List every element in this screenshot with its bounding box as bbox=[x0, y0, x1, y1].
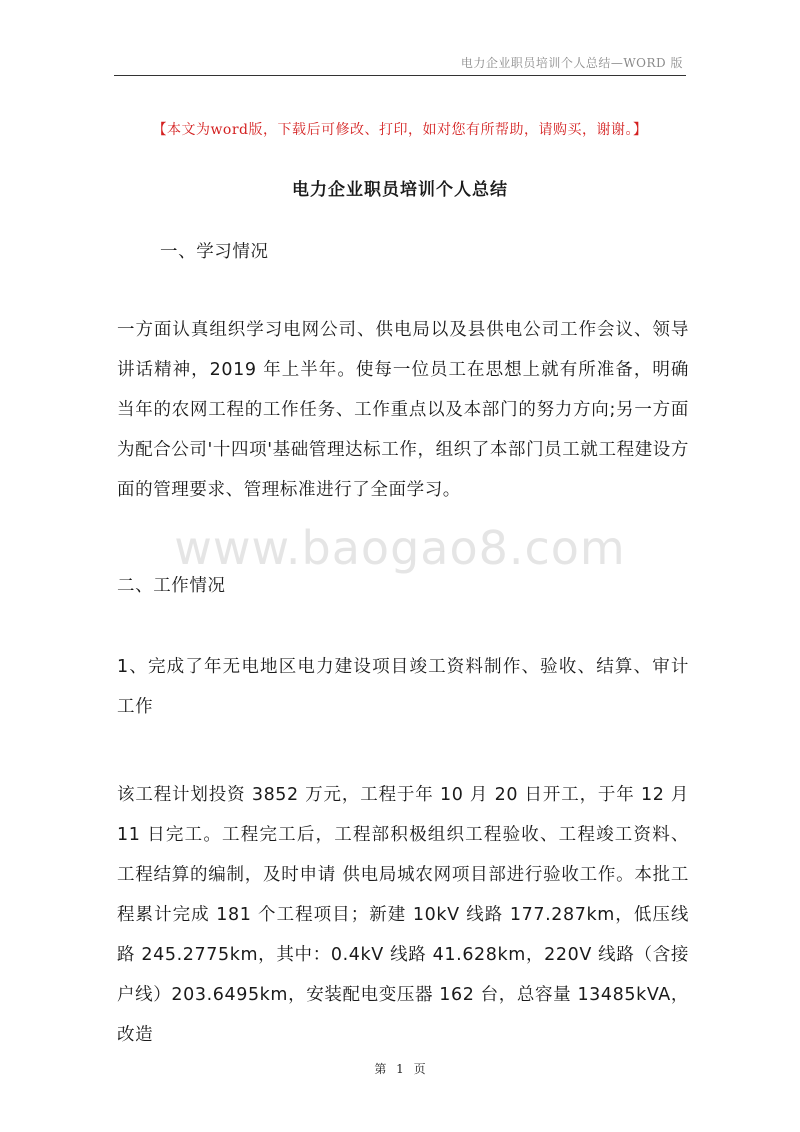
watermark: www.baogao8.com bbox=[174, 521, 626, 575]
work-item-1-heading: 1、完成了年无电地区电力建设项目竣工资料制作、验收、结算、审计工作 bbox=[117, 657, 689, 717]
footer-suffix: 页 bbox=[413, 1062, 426, 1076]
paragraph-project-details: 该工程计划投资 3852 万元，工程于年 10 月 20 日开工，于年 12 月 11 日完工。工程完工后，工程部积极组织工程验收、工程竣工资料、工程结算的编制，及时申请 供电局城农网项目部进行验收工作。本批工程累计完成 181 个工程项目；新建 10kV 线路 177.287km，低压线路 245.2775km，其中：0.4kV 线路 41.628km，220V 线路（含接户线）203.6495km，安装配电变压器 162 台，总容量 13485kVA，改造 bbox=[117, 785, 689, 1045]
document-title: 电力企业职员培训个人总结 bbox=[292, 180, 508, 200]
section-heading-study: 一、学习情况 bbox=[160, 242, 269, 262]
section-heading-work: 二、工作情况 bbox=[117, 576, 226, 596]
footer-prefix: 第 bbox=[374, 1062, 387, 1076]
page-number: 1 bbox=[396, 1062, 404, 1076]
paragraph-study: 一方面认真组织学习电网公司、供电局以及县供电公司工作会议、领导讲话精神，2019 年上半年。使每一位员工在思想上就有所准备，明确当年的农网工程的工作任务、工作重点以及本部门的努力方向;另一方面为配合公司'十四项'基础管理达标工作，组织了本部门员工就工程建设方面的管理要求、管理标准进行了全面学习。 bbox=[117, 320, 689, 500]
page-footer bbox=[0, 1060, 800, 1077]
header-divider bbox=[114, 75, 686, 76]
purchase-notice: 【本文为word版，下载后可修改、打印，如对您有所帮助，请购买，谢谢。】 bbox=[152, 122, 648, 138]
running-header: 电力企业职员培训个人总结—WORD 版 bbox=[460, 56, 683, 70]
